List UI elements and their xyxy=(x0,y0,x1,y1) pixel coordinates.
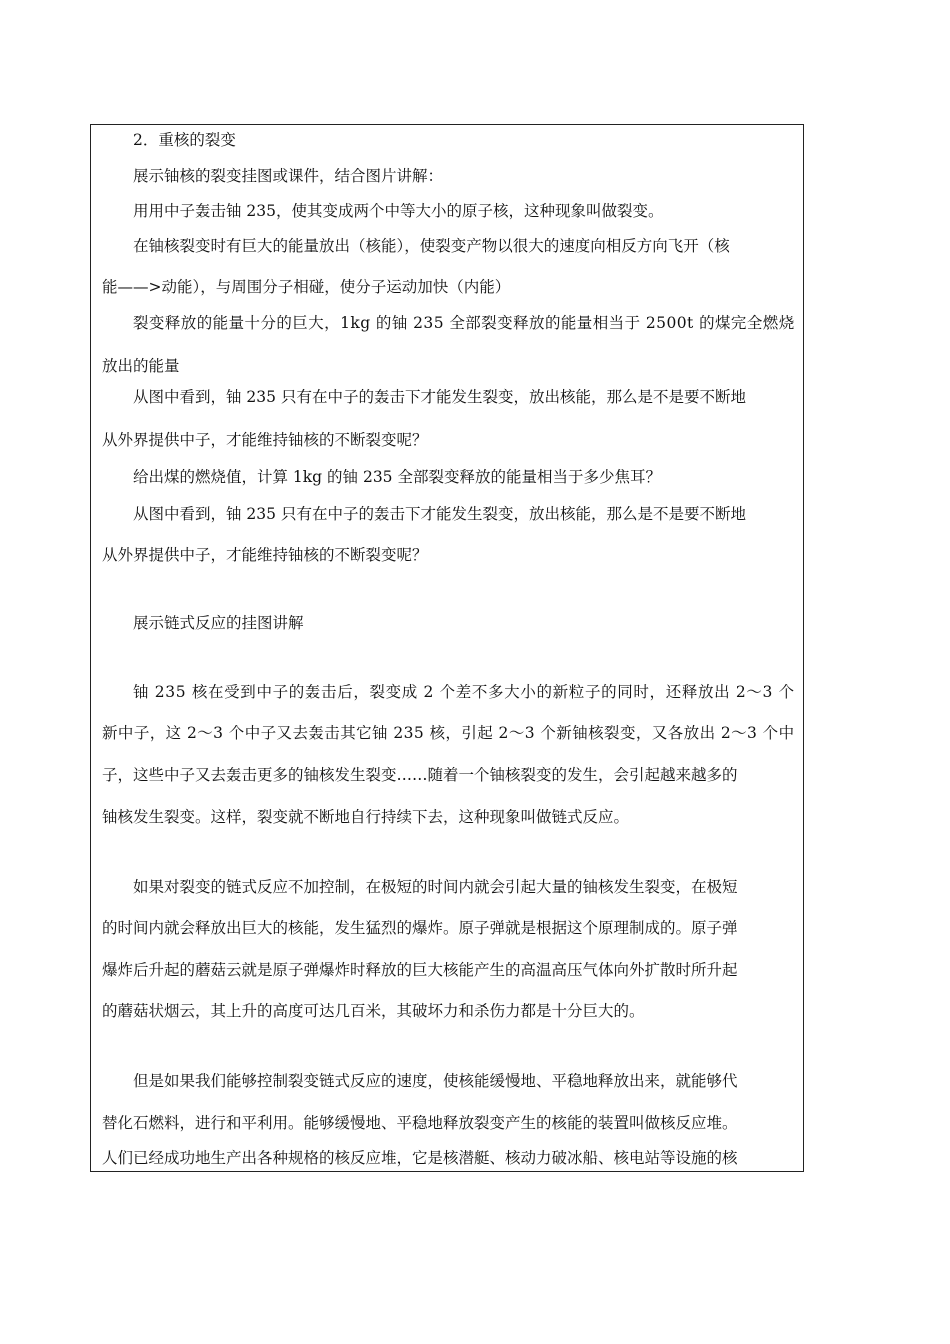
paragraph-line: 替化石燃料，进行和平利用。能够缓慢地、平稳地释放裂变产生的核能的装置叫做核反应堆。 xyxy=(102,1114,738,1132)
paragraph-line: 新中子，这 2～3 个中子又去轰击其它铀 235 核，引起 2～3 个新铀核裂变，又各放出 2～3 个中 xyxy=(102,724,795,742)
paragraph-line: 从图中看到，铀 235 只有在中子的轰击下才能发生裂变，放出核能，那么是不是要不断地 xyxy=(133,505,746,523)
paragraph-line: 铀 235 核在受到中子的轰击后，裂变成 2 个差不多大小的新粒子的同时，还释放出 2～3 个 xyxy=(133,683,795,701)
paragraph-line: 能——>动能），与周围分子相碰，使分子运动加快（内能） xyxy=(102,278,511,296)
paragraph-line: 展示铀核的裂变挂图或课件，结合图片讲解： xyxy=(133,167,444,185)
paragraph-line: 的蘑菇状烟云，其上升的高度可达几百米，其破坏力和杀伤力都是十分巨大的。 xyxy=(102,1002,645,1020)
paragraph-line: 从图中看到，铀 235 只有在中子的轰击下才能发生裂变，放出核能，那么是不是要不断地 xyxy=(133,388,746,406)
section-heading: 2．重核的裂变 xyxy=(133,131,236,149)
paragraph-line: 从外界提供中子，才能维持铀核的不断裂变呢？ xyxy=(102,431,428,449)
paragraph-line: 爆炸后升起的蘑菇云就是原子弹爆炸时释放的巨大核能产生的高温高压气体向外扩散时所升起 xyxy=(102,961,738,979)
content-table-cell xyxy=(90,124,804,1172)
paragraph-line: 给出煤的燃烧值，计算 1kg 的铀 235 全部裂变释放的能量相当于多少焦耳？ xyxy=(133,468,661,486)
paragraph-line: 子，这些中子又去轰击更多的铀核发生裂变……随着一个铀核裂变的发生，会引起越来越多的 xyxy=(102,766,738,784)
paragraph-line: 如果对裂变的链式反应不加控制，在极短的时间内就会引起大量的铀核发生裂变，在极短 xyxy=(133,878,738,896)
paragraph-line: 放出的能量 xyxy=(102,357,180,375)
paragraph-line: 在铀核裂变时有巨大的能量放出（核能），使裂变产物以很大的速度向相反方向飞开（核 xyxy=(133,237,730,255)
paragraph-line: 人们已经成功地生产出各种规格的核反应堆，它是核潜艇、核动力破冰船、核电站等设施的核 xyxy=(102,1149,738,1167)
paragraph-line: 的时间内就会释放出巨大的核能，发生猛烈的爆炸。原子弹就是根据这个原理制成的。原子弹 xyxy=(102,919,738,937)
paragraph-line: 用用中子轰击铀 235，使其变成两个中等大小的原子核，这种现象叫做裂变。 xyxy=(133,202,664,220)
paragraph-line: 但是如果我们能够控制裂变链式反应的速度，使核能缓慢地、平稳地释放出来，就能够代 xyxy=(133,1072,738,1090)
paragraph-line: 展示链式反应的挂图讲解 xyxy=(133,614,304,632)
paragraph-line: 裂变释放的能量十分的巨大，1kg 的铀 235 全部裂变释放的能量相当于 2500t 的煤完全燃烧 xyxy=(133,314,795,332)
paragraph-line: 从外界提供中子，才能维持铀核的不断裂变呢？ xyxy=(102,546,428,564)
paragraph-line: 铀核发生裂变。这样，裂变就不断地自行持续下去，这种现象叫做链式反应。 xyxy=(102,808,630,826)
